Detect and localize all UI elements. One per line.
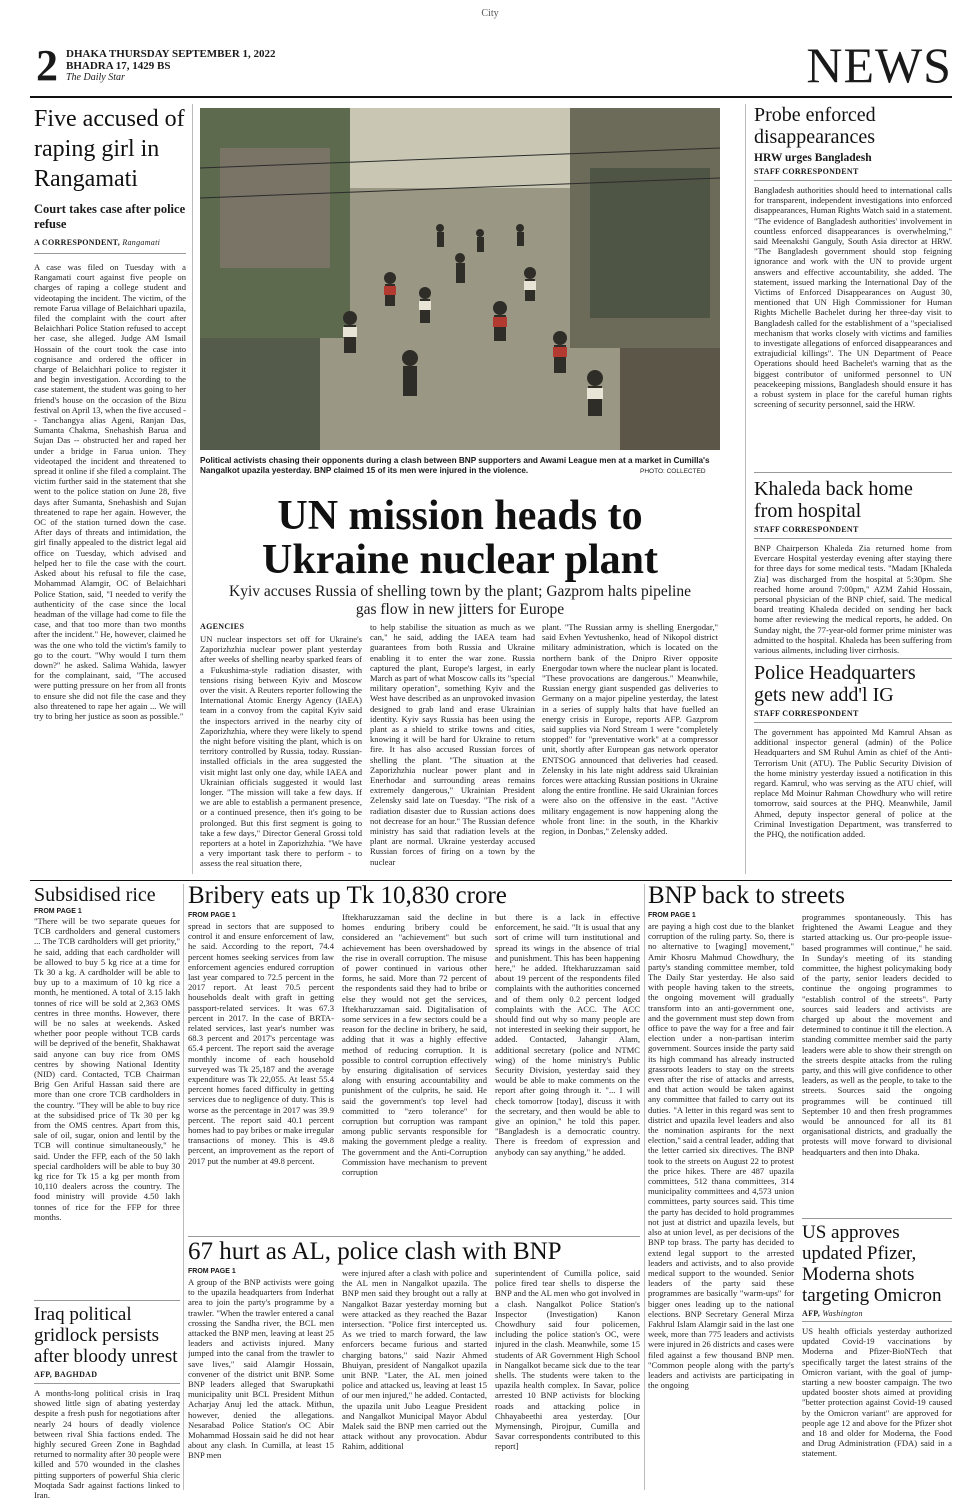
bnp-headline: BNP back to streets [648,882,845,909]
ukraine-col3: plant. "The Russian army is shelling Energodar," said Evhen Yevtushenko, head of Nikopol district military administration, which is located on the northern bank of the Dnipro River opposite Energodar town where the nuclear plant is located. "These provocations are dangerous." Meanwhile, Russian energy giant suspended gas deliveries to Germany on a major pipeline yesterday, the latest in a series of supply halts that have fuelled an energy crisis in Europe, reports AFP. Gazprom said supplies via Nord Stream 1 were "completely stopped" for "preventative work" at a compressor unit, shortly after European gas network operator ENTSOG announced that deliveries had ceased. Zelensky in his late night address said Ukrainian forces were attacking Russian positions in Ukraine along the entire frontline. He said Ukrainian forces were also on the offensive in the east. "Active military engagement is now happening along the whole front line: in the south, in the Kharkiv region, in Donbas," Zelensky added. [542,622,718,837]
column-divider [644,884,645,1490]
rangamati-headline: Five accused of raping girl in Rangamati [34,106,185,192]
bangla-date: BHADRA 17, 1429 BS [66,60,171,72]
iraq-rule [34,1383,180,1384]
pfizer-rule [802,1321,952,1322]
pfizer-story [802,1222,952,1490]
rice-story [34,884,180,1318]
khaleda-body: BNP Chairperson Khaleda Zia returned home from Evercare Hospital yesterday evening after staying there for three days for some medical tests. "Madam [Khaleda Zia] was discharged from the hospital at 5:30pm. She reached home around 7:00pm," AZM Zahid Hossain, personal physician of the BNP chief, said. The medical board treating Khaleda decided on sending her back home after reviewing the medical reports, he added. On Sunday night, the 77-year-old former prime minister was admitted to the hospital. Khaleda has been suffering from various ailments, including liver cirrhosis. [754,543,952,656]
clash-photo [200,108,720,450]
disappearance-rule [754,180,952,181]
rangamati-byline-place: Rangamati [122,238,161,247]
section-rule [754,472,952,473]
police-body: The government has appointed Md Kamrul Ahsan as additional inspector general (admin) of the Police Headquarters and SM Ruhul Amin as chief of the Anti-Terrorism Unit (ATU). The Public Security Division of the home ministry yesterday issued a notification in this regard. Kamrul, who was serving as the ATU chief, will replace Md Moinur Rahman Chowdhury who will retire tomorrow, said sources at the PHQ. Meanwhile, Jamil Ahmed, deputy inspector general of police at the Criminal Investigation Department, was transferred to the PHQ, the notification added. [754,727,952,840]
khaleda-headline: Khaleda back home from hospital [754,478,913,522]
disappearance-body: Bangladesh authorities should heed to international calls for transparent, independent investigations into enforced disappearances, Human Rights Watch said in a statement. "The evidence of Bangladesh authorities' involvement in countless enforced disappearances is overwhelming," said Meenakshi Ganguly, South Asia director at HRW. "The Bangladesh government should stop feigning ignorance and work with the UN to provide urgent answers and effective accountability, she added. The statement, issued marking the International Day of the Victims of Enforced Disappearances on August 30, mentioned that UN High Commissioner for Human Rights Michelle Bachelet during her three-day visit to Bangladesh called for the establishment of a "specialised mechanism that works closely with victims and families to investigate allegations of enforced disappearances and extrajudicial killings". The UN Department of Peace Operations should heed Bachelet's warning that as the biggest contributor of uniformed personnel to UN peacekeeping missions, Bangladesh should ensure it has a robust system in place for the careful human rights screening of security personnel, said the HRW. [754,185,952,410]
police-byline: STAFF CORRESPONDENT [754,709,859,718]
disappearance-byline: STAFF CORRESPONDENT [754,167,859,176]
rangamati-byline-text: A CORRESPONDENT, [34,238,120,247]
clash-from: FROM PAGE 1 [188,1268,236,1275]
section-rule [188,1236,640,1237]
rangamati-byline [34,238,186,247]
iraq-byline: AFP, BAGHDAD [34,1370,98,1379]
bnp-col2: programmes spontaneously. This has frightened the Awami League and they started attacking us. Our pro-people issue-based programmes will continue," he said. In Sunday's meeting of its standing committee, the highest policymaking body of the party, senior leaders decided to continue the ongoing programmes to "establish control of the streets". Party sources said leaders and activists are charged up about the movement and determined to continue it till the election. A standing committee member said the party leaders were able to show their strength on the streets despite attacks from the ruling party, and this will give confidence to other leaders, as well as the people, to take to the streets. Sources said the ongoing programmes will be continued till September 10 and then fresh programmes would be announced for all its 81 organisational districts, and gradually the protests will move forward to divisional headquarters and then into Dhaka. [802,912,952,1157]
clash-col3: superintendent of Cumilla police, said police fired tear shells to disperse the BNP and the AL men who got involved in a clash. Nangalkot Police Station's Inspector (Investigation) Kanon Chowdhury said four policemen, including the police station's OC, were injured in the clash. Meanwhile, some 15 students of AR Government High School in Nangalkot became sick due to the tear shells. The students were taken to the upazila health complex. In Savar, police arrested 10 BNP activists for blocking roads and attacking police in Chhayabeethi area yesterday. [Our Mymensingh, Pirojpur, Cumilla and Savar correspondents contributed to this report] [495,1268,640,1452]
bribery-from: FROM PAGE 1 [188,912,236,919]
section-rule [802,1218,952,1219]
photo-caption: Political activists chasing their opponents during a clash between BNP supporters and Awami League men at a market in Cumilla's Nangalkot upazila yesterday. BNP claimed 15 of its men were injured in the violence. [200,456,710,475]
iraq-headline: Iraq political gridlock persists after bloody unrest [34,1304,178,1367]
rice-from: FROM PAGE 1 [34,908,82,915]
disappearance-kicker: HRW urges Bangladesh [754,152,872,164]
page-number: 2 [36,41,58,90]
mid-rule [30,880,952,881]
rice-headline: Subsidised rice [34,884,156,906]
header-rule [30,96,952,98]
rice-body: "There will be two separate queues for TCB cardholders and general customers ... The TCB cardholders will get priority," he said, adding that each cardholder will be allowed to buy 5 kg rice at a time for Tk 30 a kg. A cardholder will be able to buy up to a maximum of 10 kg rice a month, he mentioned. A total of 3.15 lakh tonnes of rice will be sold at 2,363 OMS centres in three months. However, there will be no sales at weekends. Asked whether poor people without TCB cards will be deprived of the benefit, Shakhawat said anyone can buy rice from OMS centres by showing National Identity (NID) card. Contacted, TCB Chairman Brig Gen Ariful Hassan said there are more than one crore TCB cardholders in the country. "They will be able to buy rice at the subsidised price of Tk 30 per kg from the OMS centres. Apart from this, sale of oil, sugar, onion and lentil by the TCB will continue simultaneously," he said. Under the FFP, each of the 50 lakh special cardholders will be able to buy 30 kg rice for Tk 15 a kg per month from 10,110 dealers across the country. The food ministry will provide 4.50 lakh tonnes of rice for the FFP for three months. [34,916,180,1222]
khaleda-byline: STAFF CORRESPONDENT [754,525,859,534]
ukraine-headline: UN mission heads to Ukraine nuclear plant [262,493,658,583]
rangamati-kicker: Court takes case after police refuse [34,202,186,231]
disappearance-story [754,104,952,471]
pfizer-headline: US approves updated Pfizer, Moderna shots targeting Omicron [802,1222,942,1306]
section-top-label: City [481,8,499,19]
column-divider [183,884,184,1490]
bribery-col2: Iftekharuzzaman said the decline in homes enduring bribery could be considered an "achievement" but such achievement has been overshadowed by the rise in overall corruption. The misuse of power continued in various other forms, he said. More than 72 percent of the respondents said they had to bribe or else they would not get the services, Iftekharuzzaman said. Digitalisation of some services in a few sectors could be a reason for the decline in bribery, he said, adding that it was a highly effective method of reducing corruption. It is possible to control corruption effectively by ensuring digitalisation of services along with ensuring accountability and punishment of the culprits, he said. He said the government's top level had committed to "zero tolerance" for corruption but corruption was rampant among public servants responsible for making the government pledge a reality. The government and the Anti-Corruption Commission have mechanism to prevent corruption [342,912,487,1178]
khaleda-rule [754,538,952,539]
section-title: NEWS [806,37,952,93]
iraq-story [34,1304,180,1505]
bnp-from: FROM PAGE 1 [648,912,696,919]
khaleda-story [754,478,952,665]
clash-headline: 67 hurt as AL, police clash with BNP [188,1238,562,1265]
paper-name: The Daily Star [66,72,125,83]
ukraine-kicker: Kyiv accuses Russia of shelling town by the plant; Gazprom halts pipeline gas flow in new jitters for Europe [229,583,691,618]
column-divider [192,104,193,874]
dateline [66,48,276,84]
police-story [754,662,952,871]
column-divider [745,104,746,874]
bribery-col3: but there is a lack in effective enforcement, he said. "It is usual that any sort of crime will turn institutional and spread its wings in the absence of trial and punishment. This has been happening here," he added. Iftekharuzzaman said about 19 percent of the respondents filed complaints with the authorities concerned and of them only 0.2 percent lodged complaints with the ACC. The ACC should find out why so many people are not interested in seeking their support, he added. Contacted, Jahangir Alam, additional secretary (police and NTMC wing) of the home ministry's Public Security Division, yesterday said they would be able to make comments on the report after going through it. "... I will check tomorrow [today], discuss it with the secretary, and then would be able to give an opinion," he told this paper. "Bangladesh is a democratic country. There is freedom of expression and anybody can say anything," he added. [495,912,640,1157]
photo-credit: PHOTO: COLLECTED [640,468,706,475]
bribery-col1: spread in sectors that are supposed to control it and ensure enforcement of law, he said. According to the report, 74.4 percent homes seeking services from law enforcement agencies endured corruption last year compared to 72.5 percent in the 2017 report. At least 70.5 percent households dealt with graft in getting passport-related services. It was 67.3 percent in 2017. In the case of BRTA-related services, last year's number was 68.3 percent and 2017's percentage was 65.4 percent. The report said the average monthly income of each household surveyed was Tk 25,187 and the average expenditure was Tk 22,055. At least 55.4 percent homes faced difficulty in getting services due to negligence of duty. This is worse as the percentage in 2017 was 39.9 percent. The report said 40.1 percent homes had to pay bribes or make irregular transactions of money. This is 49.8 percent, an improvement as the report of 2017 put the number at 49.8 percent. [188,921,334,1166]
police-headline: Police Headquarters gets new add'l IG [754,662,916,706]
pfizer-byline [802,1309,952,1318]
police-rule [754,722,952,723]
clash-col1: A group of the BNP activists were going to the upazila headquarters from Inderhat area to join the party's programme by a trawler. "When the trawler entered a canal crossing the Sandha river, the BCL men attacked the BNP men, leaving at least 25 leaders and activists injured. Many jumped into the canal from the trawler to save lives," said Alamgir Hossain, convener of the district unit BNP. Some BNP leaders alleged that Swarupkathi municipality unit BCL President Mithun Acharjay Anuj led the attack. Mithun, however, denied the allegations. Nesarabad Police Station's OC Abir Mohammad Hossain said he did not hear about any clash. In Cumilla, at least 15 BNP men [188,1277,334,1461]
bribery-headline: Bribery eats up Tk 10,830 crore [188,882,507,909]
ukraine-col2: to help stabilise the situation as much as we can," he said, adding the IAEA team had guarantees from both Russia and Ukraine enabling it to enter the war zone. Russia captured the plant, Europe's largest, in early March as part of what Moscow calls its "special military operation", something Kyiv and the West have described as an unprovoked invasion designed to grab land and erase Ukrainian identity. Kyiv says Russia has been using the plant as a shield to strike towns and cities, knowing it will be hard for Ukraine to return fire. It has also accused Russian forces of shelling the plant. "The situation at the Zaporizhzhia nuclear power plant and in Enerhodar and surrounding areas remains extremely dangerous," Ukrainian President Zelensky said late on Tuesday. "The risk of a radiation disaster due to Russian actions does not decrease for an hour." The Russian defence ministry has said that radiation levels at the plant are normal. Ukraine yesterday accused Russian forces of firing on a town by the nuclear [370,622,535,867]
rangamati-body: A case was filed on Tuesday with a Rangamati court against five people on charges of raping a college student and videotaping the incident. The victim, of the remote Farua village of Belaichhari upazila, filed the complaint with the court after Belaichhari Police Station refused to accept her case, she alleged. Judge AM Ismail Hossain of the court took the case into cognisance and ordered the officer in charge of Belaichhari police to register it and begin investigation. According to the case statement, the student was going to her friend's house on the occasion of the Bizu festival on April 13, when the five accused -- Tanchangya alias Ageni, Ranjan Das, Sumanta Chakma, Snehashish Barua and Sujan Das -- obstructed her and raped her under a bridge in Farua union. They videotaped the incident and threatened to spread it online if she filed a complaint. The victim further said in the statement that she went to the police station on June 28, five days after Sumanta, Snehashish and Sujan threatened to rape her again. However, the OC of the station turned down the case. After days of threats and intimidation, the girl finally appealed to the district legal aid office on Tuesday, which advised and helped her to file the case with the court. Asked about his refusal to file the case, Mohammad Alamgir, OC of Belaichhari Police Station, said, "I needed to verify the authenticity of the case since the local headman of the village had come to file the case, and that too more than two months after the incident." He, however, claimed he was the one who told the victim's family to go to the court. "Why would I turn them down?" he asked. Salima Wahida, lawyer for the complainant, said, "The accused were putting pressure on her from all fronts to ensure she did not file the case and they also threatened to rape her again ... We will try to bring her justice as soon as possible." [34,262,186,721]
date-line: DHAKA THURSDAY SEPTEMBER 1, 2022 [66,48,276,60]
section-rule [34,1300,180,1301]
ukraine-col1: UN nuclear inspectors set off for Ukraine's Zaporizhzhia nuclear power plant yesterday after weeks of shelling nearby sparked fears of a Fukushima-style radiation disaster, with tensions rising between Kyiv and Moscow over the visit. A Reuters reporter following the International Atomic Energy Agency (IAEA) team in a convoy from the capital Kyiv said the inspectors arrived in the nearby city of Zaporizhzhia, where they were likely to spend the night before visiting the plant, which is on territory controlled by Russia, today. Russian-installed officials in the area suggested the visit might last only one day, while IAEA and Ukrainian officials suggested it would last longer. "The mission will take a few days. If we are able to establish a permanent presence, or a continued presence, then it's going to be prolonged. But this first segment is going to take a few days," Director General Grossi told reporters at a hotel in Zaporizhzhia. "We have a very important task there to perform - to assess the real situation there, [200,634,362,869]
iraq-body: A months-long political crisis in Iraq showed little sign of abating yesterday despite a fresh push for negotiations after nearly 24 hours of deadly violence between rival Shia factions ended. The highly secured Green Zone in Baghdad returned to normality after 30 people were killed and 570 wounded in the clashes pitting supporters of powerful Shia cleric Moqtada Sadr against factions linked to Iran. [34,1388,180,1501]
section-rule [754,658,952,659]
ukraine-byline: AGENCIES [200,622,245,631]
clash-photo-illustration [200,108,720,450]
pfizer-byline-text: AFP, [802,1309,821,1318]
clash-col2: were injured after a clash with police and the AL men in Nangalkot upazila. The BNP men said they brought out a rally at Nangalkot Bazar yesterday morning but were attacked as they reached the Bazar intersection. "Police first intercepted us. As we tried to march forward, the law enforcers became furious and started charging batons," said Nazir Ahmed Bhuiyan, president of Nangalkot upazila unit BNP. "Later, the AL men joined police and attacked us, leaving at least 15 of our men injured," he added. Contacted, the upazila unit Jubo League President and Nangalkot Municipal Mayor Abdul Malek said the BNP men carried out the attack without any provocation. Abdur Rahim, additional [342,1268,487,1452]
rangamati-story [34,104,186,962]
rangamati-rule [34,253,186,254]
pfizer-body: US health officials yesterday authorized updated Covid-19 vaccinations by Moderna and Pfizer-BioNTech that specifically target the latest strains of the Omicron variant, with the goal of jump-starting a new booster campaign. The two updated booster shots aimed at providing "better protection against Covid-19 caused by the Omicron variant" are approved for people age 12 and above for the Pfizer shot and 18 and older for Moderna, the Food and Drug Administration (FDA) said in a statement. [802,1326,952,1459]
bnp-col1: are paying a high cost due to the blanket corruption of the ruling party. So, there is no alternative to [waging] movement," Amir Khosru Mahmud Chowdhury, the party's standing committee member, told The Daily Star yesterday. He also said with people having taken to the streets, the ongoing movement will gradually transform into an anti-government one, and the government must step down from office to pave the way for a free and fair election under a non-partisan interim government. Sources inside the party said its high command has already instructed grassroots leaders to stay on the streets even after the rise of attacks and arrests, and that action would be taken against any committee that failed to carry out its duties. "A letter in this regard was sent to district and upazila level leaders and also the nomination aspirants for the next election," said a central leader, adding that the letter carried six directives. The BNP took to the streets on August 22 to protest the price hikes. There are 487 upazila committees, 512 thana committees, 314 municipality committees and 4,573 union committees, party sources said. This time the party has decided to hold programmes not just at district and upazila levels, but also at union level, as per decisions of the BNP top brass. The party has decided to extend legal support to the arrested leaders and activists, and to also provide medical support to the wounded. Senior leaders of the party said these programmes are basically "warm-ups" for bigger ones leading up to the national elections. BNP Secretary General Mirza Fakhrul Islam Alamgir said in the last one week, more than 775 leaders and activists were injured in 26 districts and cases were filed against a few thousand BNP men. "Common people along with the party's leaders and activists are participating in the ongoing [648,921,794,1391]
disappearance-headline: Probe enforced disappearances [754,104,876,148]
pfizer-byline-place: Washington [822,1309,863,1318]
